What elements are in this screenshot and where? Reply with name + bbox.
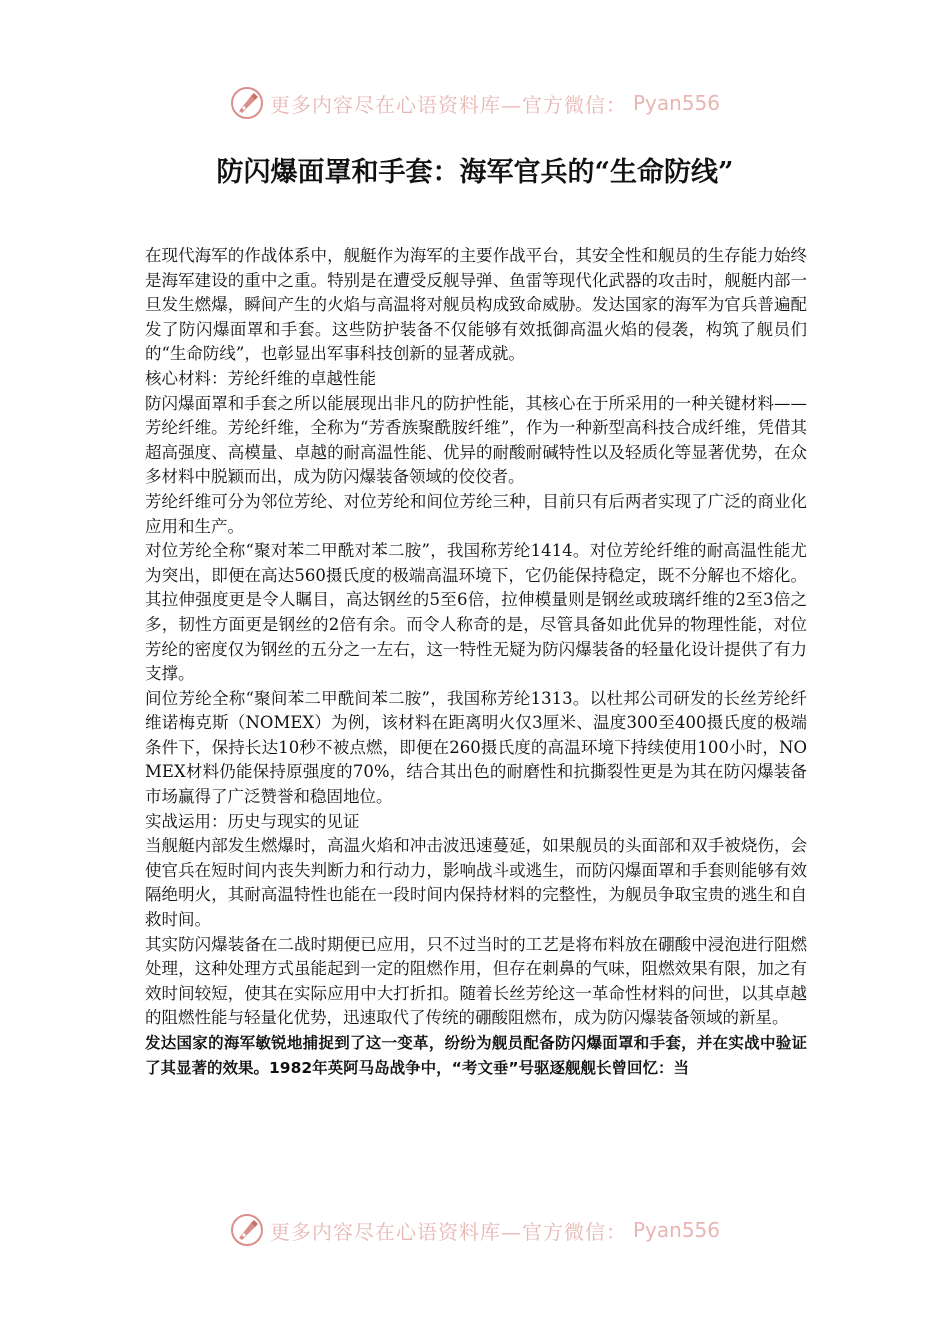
pen-nib-logo-icon — [230, 86, 264, 120]
paragraph-wwii-history: 其实防闪爆装备在二战时期便已应用，只不过当时的工艺是将布料放在硼酸中浸泡进行阻燃处理，这种处理方式虽能起到一定的阻燃作用，但存在刺鼻的气味，阻燃效果有限，加之有效时间较短，使其在实际应用中大打折扣。随着长丝芳纶这一革命性材料的问世，以其卓越的阻燃性能与轻量化优势，迅速取代了传统的硼酸阻燃布，成为防闪爆装备领域的新星。 — [145, 934, 807, 1028]
section-heading-core-material: 核心材料：芳纶纤维的卓越性能 — [145, 368, 376, 388]
paragraph-intro: 在现代海军的作战体系中，舰艇作为海军的主要作战平台，其安全性和舰员的生存能力始终是海军建设的重中之重。特别是在遭受反舰导弹、鱼雷等现代化武器的攻击时，舰艇内部一旦发生燃爆，瞬间产生的火焰与高温将对舰员构成致命威胁。发达国家的海军为官兵普遍配发了防闪爆面罩和手套。这些防护装备不仅能够有效抵御高温火焰的侵袭，构筑了舰员们的“生命防线”，也彰显出军事科技创新的显著成就。 — [145, 246, 807, 364]
paragraph-aramid-overview: 防闪爆面罩和手套之所以能展现出非凡的防护性能，其核心在于所采用的一种关键材料——芳纶纤维。芳纶纤维，全称为“芳香族聚酰胺纤维”，作为一种新型高科技合成纤维，凭借其超高强度、高模量、卓越的耐高温性能、优异的耐酸耐碱特性以及轻质化等显著优势，在众多材料中脱颖而出，成为防闪爆装备领域的佼佼者。 — [145, 393, 807, 487]
article-body — [145, 244, 807, 1080]
section-heading-combat-use: 实战运用：历史与现实的见证 — [145, 811, 360, 831]
paragraph-flash-protection: 当舰艇内部发生燃爆时，高温火焰和冲击波迅速蔓延，如果舰员的头面部和双手被烧伤，会使官兵在短时间内丧失判断力和行动力，影响战斗或逃生，而防闪爆面罩和手套则能够有效隔绝明火，其耐高温特性也能在一段时间内保持材料的完整性，为舰员争取宝贵的逃生和自救时间。 — [145, 836, 807, 930]
paragraph-aramid-types: 芳纶纤维可分为邻位芳纶、对位芳纶和间位芳纶三种，目前只有后两者实现了广泛的商业化应用和生产。 — [145, 491, 807, 536]
watermark-wechat-id: Pyan556 — [632, 1218, 720, 1242]
paragraph-falklands: 发达国家的海军敏锐地捕捉到了这一变革，纷纷为舰员配备防闪爆面罩和手套，并在实战中验证了其显著的效果。1982年英阿马岛战争中，“考文垂”号驱逐舰舰长曾回忆：当 — [145, 1034, 807, 1077]
paragraph-para-aramid: 对位芳纶全称“聚对苯二甲酰对苯二胺”，我国称芳纶1414。对位芳纶纤维的耐高温性能尤为突出，即便在高达560摄氏度的极端高温环境下，它仍能保持稳定，既不分解也不熔化。其拉伸强度更是令人瞩目，高达钢丝的5至6倍，拉伸模量则是钢丝或玻璃纤维的2至3倍之多，韧性方面更是钢丝的2倍有余。而令人称奇的是，尽管具备如此优异的物理性能，对位芳纶的密度仅为钢丝的五分之一左右，这一特性无疑为防闪爆装备的轻量化设计提供了有力支撑。 — [145, 541, 807, 684]
watermark-footer — [0, 1210, 950, 1250]
pen-nib-logo-icon — [230, 1213, 264, 1247]
watermark-text: 更多内容尽在心语资料库—官方微信： — [269, 92, 627, 117]
watermark-header — [0, 83, 950, 123]
page-title: 防闪爆面罩和手套：海军官兵的“生命防线” — [216, 157, 734, 188]
watermark-wechat-id: Pyan556 — [632, 91, 720, 115]
paragraph-meta-aramid: 间位芳纶全称“聚间苯二甲酰间苯二胺”，我国称芳纶1313。以杜邦公司研发的长丝芳纶纤维诺梅克斯（NOMEX）为例，该材料在距离明火仅3厘米、温度300至400摄氏度的极端条件下，保持长达10秒不被点燃，即便在260摄氏度的高温环境下持续使用100小时，NOMEX材料仍能保持原强度的70%，结合其出色的耐磨性和抗撕裂性更是为其在防闪爆装备市场赢得了广泛赞誉和稳固地位。 — [145, 688, 807, 807]
watermark-text: 更多内容尽在心语资料库—官方微信： — [269, 1219, 627, 1244]
